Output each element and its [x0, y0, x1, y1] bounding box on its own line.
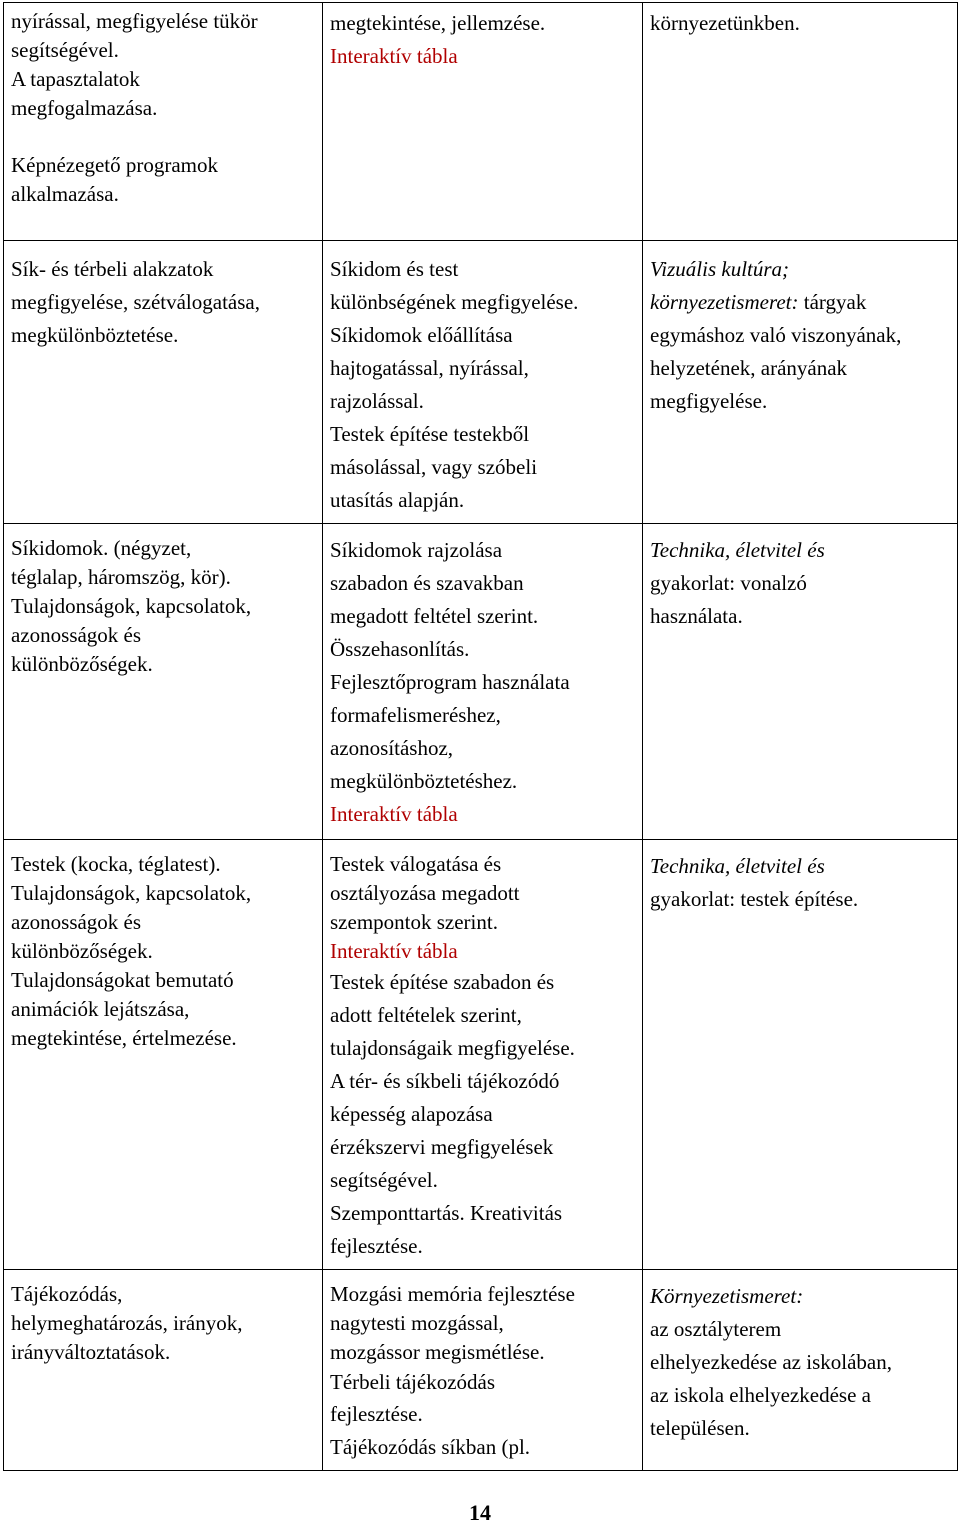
activity-line: azonosításhoz,: [330, 736, 454, 760]
subject-name: Technika, életvitel és: [650, 854, 825, 878]
page-number: 14: [469, 1500, 491, 1525]
activity-line: Térbeli tájékozódás: [330, 1370, 496, 1394]
topic-line: Testek (kocka, téglatest).: [11, 852, 221, 876]
topic-line: nyírással, megfigyelése tükör: [11, 9, 258, 33]
interactive-board-label: Interaktív tábla: [330, 939, 458, 963]
connection-cell: [643, 241, 958, 524]
subject-name: Vizuális kultúra;: [650, 257, 790, 281]
connection-text: tárgyak: [798, 290, 867, 314]
activity-line: megadott feltétel szerint.: [330, 604, 539, 628]
activity-cell: [323, 1270, 643, 1471]
topic-line: Síkidomok. (négyzet,: [11, 536, 192, 560]
activity-cell: [323, 524, 643, 840]
topic-line: Tulajdonságokat bemutató: [11, 968, 234, 992]
topic-line: megtekintése, értelmezése.: [11, 1026, 237, 1050]
topic-line: megkülönböztetése.: [11, 323, 179, 347]
connection-line: helyzetének, arányának: [650, 356, 848, 380]
connection-line: elhelyezkedése az iskolában,: [650, 1350, 892, 1374]
connection-cell: [643, 1270, 958, 1471]
activity-line: adott feltételek szerint,: [330, 1003, 522, 1027]
spacer: [11, 123, 315, 151]
activity-line: Testek válogatása és: [330, 852, 502, 876]
interactive-board-label: Interaktív tábla: [330, 44, 458, 68]
topic-cell: [4, 840, 323, 1270]
activity-line: utasítás alapján.: [330, 488, 465, 512]
activity-cell: [323, 241, 643, 524]
subject-name: Technika, életvitel és: [650, 538, 825, 562]
activity-line: Síkidomok rajzolása: [330, 538, 503, 562]
subject-name: Környezetismeret:: [650, 1284, 804, 1308]
connection-line: gyakorlat: testek építése.: [650, 887, 859, 911]
connection-line: környezetünkben.: [650, 11, 800, 35]
connection-line: megfigyelése.: [650, 389, 768, 413]
topic-cell: [4, 3, 323, 241]
activity-line: szabadon és szavakban: [330, 571, 524, 595]
connection-line: az osztályterem: [650, 1317, 782, 1341]
activity-line: különbségének megfigyelése.: [330, 290, 579, 314]
topic-cell: [4, 524, 323, 840]
topic-cell: [4, 1270, 323, 1471]
topic-line: Tulajdonságok, kapcsolatok,: [11, 881, 252, 905]
activity-line: szempontok szerint.: [330, 910, 498, 934]
activity-line: Testek építése testekből: [330, 422, 530, 446]
activity-cell: [323, 840, 643, 1270]
activity-line: A tér- és síkbeli tájékozódó: [330, 1069, 560, 1093]
activity-line: képesség alapozása: [330, 1102, 493, 1126]
topic-line: Tulajdonságok, kapcsolatok,: [11, 594, 252, 618]
topic-line: segítségével.: [11, 38, 119, 62]
topic-line: azonosságok és: [11, 623, 142, 647]
table-row: [4, 524, 958, 840]
interactive-board-label: Interaktív tábla: [330, 802, 458, 826]
activity-line: tulajdonságaik megfigyelése.: [330, 1036, 575, 1060]
topic-line: megfogalmazása.: [11, 96, 158, 120]
table-row: [4, 241, 958, 524]
topic-line: Képnézegető programok: [11, 153, 218, 177]
topic-line: megfigyelése, szétválogatása,: [11, 290, 260, 314]
connection-line: gyakorlat: vonalzó: [650, 571, 807, 595]
connection-line: egymáshoz való viszonyának,: [650, 323, 902, 347]
activity-line: rajzolással.: [330, 389, 424, 413]
activity-line: Szemponttartás. Kreativitás: [330, 1201, 563, 1225]
topic-line: alkalmazása.: [11, 182, 119, 206]
activity-line: fejlesztése.: [330, 1234, 423, 1258]
activity-line: Mozgási memória fejlesztése: [330, 1282, 575, 1306]
topic-line: animációk lejátszása,: [11, 997, 190, 1021]
activity-line: Testek építése szabadon és: [330, 970, 555, 994]
activity-line: Tájékozódás síkban (pl.: [330, 1435, 531, 1459]
topic-line: téglalap, háromszög, kör).: [11, 565, 231, 589]
activity-line: osztályozása megadott: [330, 881, 520, 905]
curriculum-table: [3, 2, 958, 1471]
activity-line: Síkidom és test: [330, 257, 459, 281]
connection-line: az iskola elhelyezkedése a: [650, 1383, 871, 1407]
topic-line: különbözőségek.: [11, 939, 153, 963]
activity-line: formafelismeréshez,: [330, 703, 501, 727]
subject-name: környezetismeret:: [650, 290, 799, 314]
activity-line: Síkidomok előállítása: [330, 323, 513, 347]
connection-line: településen.: [650, 1416, 750, 1440]
activity-line: Fejlesztőprogram használata: [330, 670, 570, 694]
topic-line: Tájékozódás,: [11, 1282, 123, 1306]
connection-cell: [643, 524, 958, 840]
activity-line: mozgássor megismétlése.: [330, 1340, 545, 1364]
activity-line: fejlesztése.: [330, 1402, 423, 1426]
activity-line: segítségével.: [330, 1168, 438, 1192]
topic-line: azonosságok és: [11, 910, 142, 934]
topic-cell: [4, 241, 323, 524]
connection-cell: [643, 3, 958, 241]
activity-line: megkülönböztetéshez.: [330, 769, 518, 793]
activity-line: nagytesti mozgással,: [330, 1311, 504, 1335]
activity-line: megtekintése, jellemzése.: [330, 11, 546, 35]
activity-line: érzékszervi megfigyelések: [330, 1135, 554, 1159]
activity-line: hajtogatással, nyírással,: [330, 356, 529, 380]
connection-line: használata.: [650, 604, 743, 628]
topic-line: irányváltoztatások.: [11, 1340, 171, 1364]
connection-cell: [643, 840, 958, 1270]
topic-line: helymeghatározás, irányok,: [11, 1311, 243, 1335]
table-row: [4, 1270, 958, 1471]
activity-cell: [323, 3, 643, 241]
table-row: [4, 840, 958, 1270]
table-row: [4, 3, 958, 171]
activity-line: Összehasonlítás.: [330, 637, 470, 661]
topic-line: A tapasztalatok: [11, 67, 140, 91]
topic-line: különbözőségek.: [11, 652, 153, 676]
activity-line: másolással, vagy szóbeli: [330, 455, 538, 479]
topic-line: Sík- és térbeli alakzatok: [11, 257, 214, 281]
